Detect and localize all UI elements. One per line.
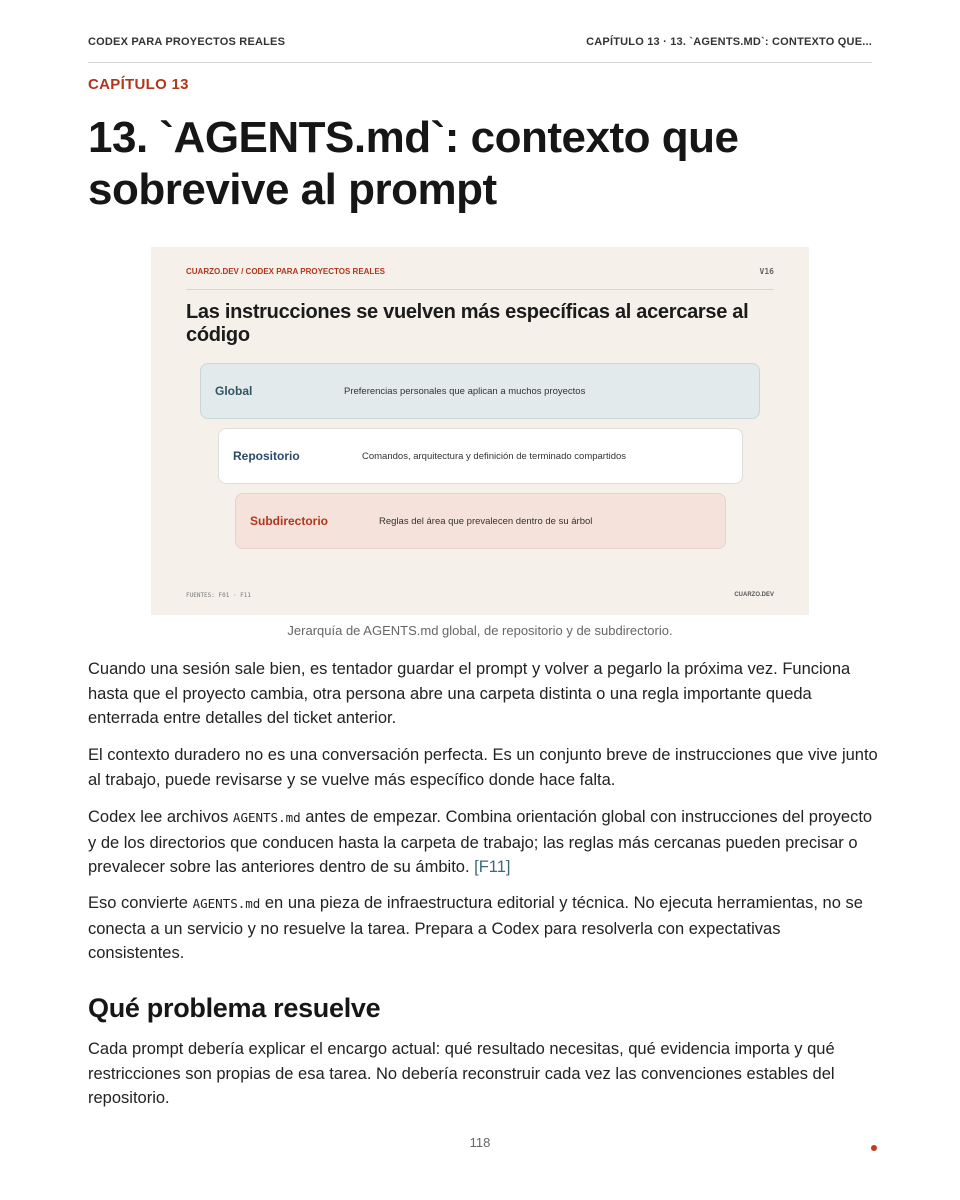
chapter-label: CAPÍTULO 13 [88, 76, 189, 93]
level-description: Reglas del área que prevalecen dentro de su árbol [379, 515, 593, 527]
paragraph-3 [88, 805, 878, 880]
paragraph-2: El contexto duradero no es una conversación perfecta. Es un conjunto breve de instrucciones que vive junto al trabajo, puede revisarse y se vuelve más específico donde hace falta. [88, 746, 878, 789]
text-run: Eso convierte [88, 894, 193, 912]
level-name: Subdirectorio [250, 514, 329, 528]
figure-caption: Jerarquía de AGENTS.md global, de repositorio y de subdirectorio. [287, 623, 673, 638]
section-paragraph-1: Cada prompt debería explicar el encargo actual: qué resultado necesitas, qué evidencia importa y qué restricciones son propias de esa tarea. No debería reconstruir cada vez las convenciones estables del repositorio. [88, 1040, 835, 1107]
running-header-book-title: CODEX PARA PROYECTOS REALES [88, 36, 286, 48]
figure-brand: CUARZO.DEV / CODEX PARA PROYECTOS REALES [186, 267, 385, 276]
text-run: antes de empezar. Combina orientación global con instrucciones del proyecto y de los directorios que conducen hasta la carpeta de trabajo; las reglas más cercanas pueden precisar o prevalecer sobre las anteriores dentro de su ámbito. [88, 808, 873, 876]
running-header [88, 36, 872, 63]
figure-title: Las instrucciones se vuelven más específicas al acercarse al código [186, 301, 749, 346]
level-name: Repositorio [233, 449, 300, 463]
level-description: Comandos, arquitectura y definición de terminado compartidos [362, 450, 627, 462]
level-repository [218, 428, 743, 484]
section-heading: Qué problema resuelve [88, 993, 381, 1023]
level-description: Preferencias personales que aplican a muchos proyectos [344, 385, 586, 397]
figure-version: V16 [759, 267, 774, 276]
running-header-chapter: CAPÍTULO 13 · 13. `AGENTS.MD`: CONTEXTO QUE... [586, 36, 872, 48]
decorative-dot [871, 1145, 877, 1151]
paragraph-4 [88, 891, 878, 966]
chapter-title: 13. `AGENTS.md`: contexto que sobrevive al prompt [88, 113, 739, 214]
figure-header [186, 267, 774, 290]
level-name: Global [215, 384, 253, 398]
text-run: Codex lee archivos [88, 808, 233, 826]
inline-code: AGENTS.md [232, 810, 301, 825]
paragraph-1: Cuando una sesión sale bien, es tentador guardar el prompt y volver a pegarlo la próxima vez. Funciona hasta que el proyecto cambia, otra persona abre una carpeta distinta o una regla importante queda enterrada entre detalles del ticket anterior. [88, 660, 851, 727]
page-number: 118 [469, 1135, 491, 1150]
level-subdirectory [235, 493, 726, 549]
reference-link[interactable]: [F11] [474, 858, 511, 876]
figure-footer-brand: CUARZO.DEV [734, 592, 774, 598]
figure-sources: FUENTES: F01 · F11 [186, 592, 252, 599]
level-global [200, 363, 760, 419]
inline-code: AGENTS.md [192, 896, 261, 911]
figure-footer [186, 592, 774, 599]
hierarchy-figure [151, 247, 809, 615]
text-run: en una pieza de infraestructura editorial y técnica. No ejecuta herramientas, no se conecta a un servicio y no resuelve la tarea. Prepara a Codex para resolverla con expectativas consistentes. [88, 894, 863, 962]
